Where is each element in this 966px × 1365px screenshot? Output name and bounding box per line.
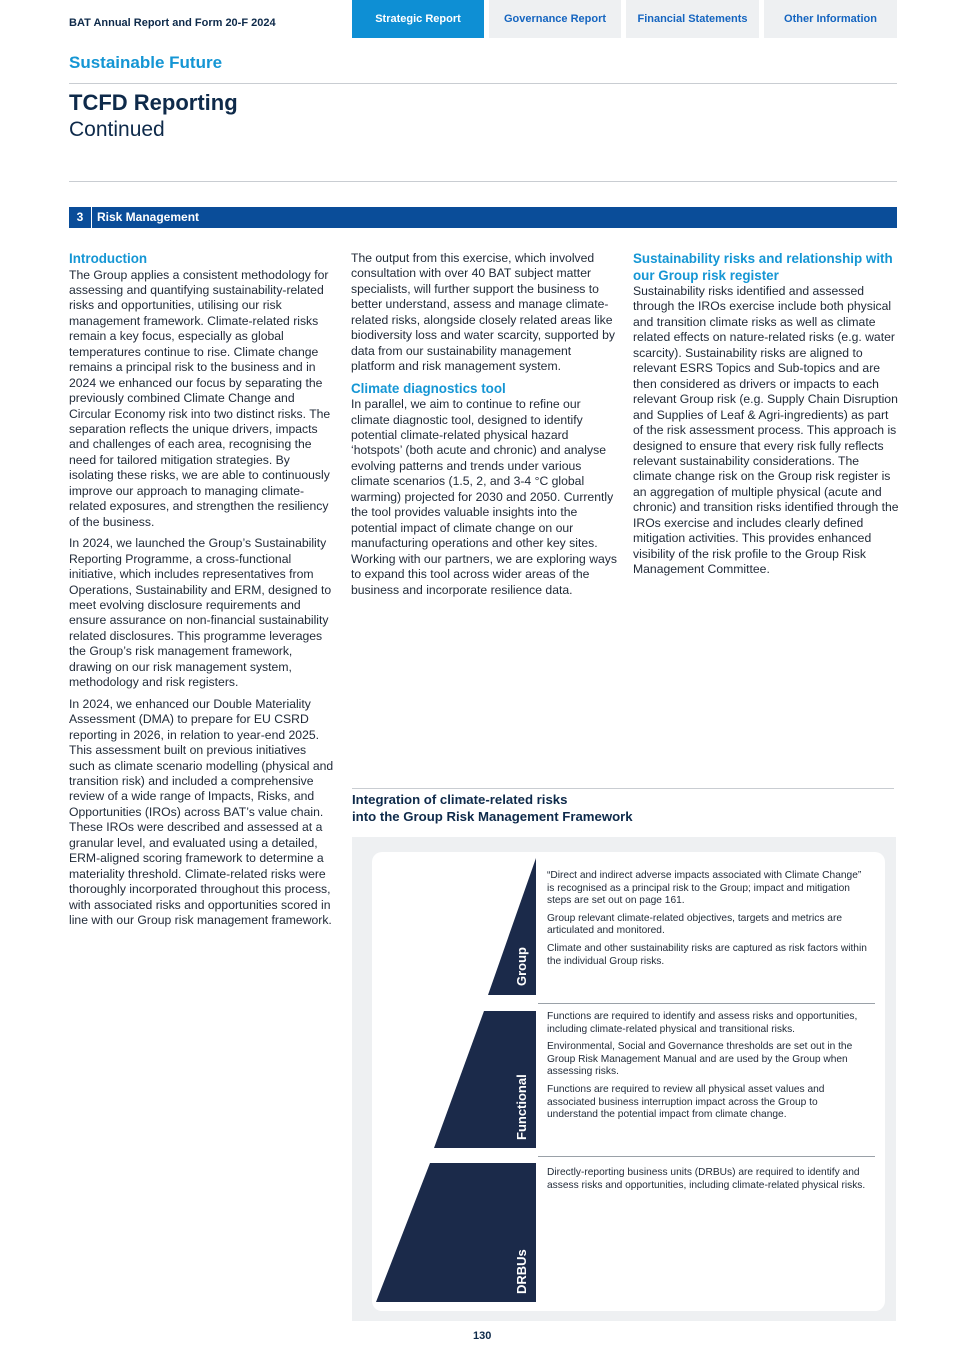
tier-item: Directly-reporting business units (DRBUs) are required to identify and assess risks and opportunities, including climate-related physical risks. xyxy=(547,1167,866,1191)
tier-item: “Direct and indirect adverse impacts associated with Climate Change” is recognised as a principal risk to the Group; impact and mitigation steps are set out on page 161. xyxy=(547,870,862,907)
document-title: BAT Annual Report and Form 20-F 2024 xyxy=(69,17,276,29)
heading-introduction: Introduction xyxy=(69,251,148,266)
pyramid-tier-drbus xyxy=(376,1163,536,1302)
tab-financial-statements[interactable]: Financial Statements xyxy=(626,0,759,38)
paragraph: In parallel, we aim to continue to refine our climate diagnostic tool, designed to identify potential climate-related physical hazard ‘hotspots’ (both acute and chronic) and analyse evolving patterns and trends under various climate scenarios (1.5, 2, and 3-4 °C global warming) projected for 2030 and 2050. Currently the tool provides valuable insights into the potential impact of climate change on our manufacturing operations and other key sites. Working with our partners, we are exploring ways to expand this tool across wider areas of the business and incorporate resilience data. xyxy=(351,397,617,597)
section-label: Sustainable Future xyxy=(69,53,223,72)
tab-governance-report[interactable]: Governance Report xyxy=(489,0,621,38)
heading-sustainability-risks: Sustainability risks and relationship with our Group risk register xyxy=(633,251,893,283)
heading-climate-diagnostics: Climate diagnostics tool xyxy=(351,380,506,396)
page-subtitle: Continued xyxy=(69,118,165,141)
paragraph: Sustainability risks identified and assessed through the IROs exercise include both physical and transition climate risks as well as climate related effects on nature-related risks (e.g. water scarcity). Sustainability risks are aligned to relevant ESRS Topics and Sub-topics and are then considered as drivers or impacts to each relevant Group risk (e.g. Supply Chain Disruption and Supplies of Leaf & Agri-ingredients) as part of the risk assessment process. This approach is designed to ensure that every risk fully reflects relevant sustainability considerations. The climate change risk on the Group risk register is an aggregation of multiple physical (acute and chronic) and transition risks identified through the IROs exercise and includes clearly defined mitigation activities. This provides enhanced visibility of the risk profile to the Group Risk Management Committee. xyxy=(633,284,899,577)
tab-other-information[interactable]: Other Information xyxy=(764,0,897,38)
page-title: TCFD Reporting xyxy=(69,90,238,115)
tier-label-drbus: DRBUs xyxy=(514,1249,529,1294)
tier-divider xyxy=(538,1003,875,1004)
tier-item: Group relevant climate-related objectives, targets and metrics are articulated and monitored. xyxy=(547,912,843,937)
band-number: 3 xyxy=(69,207,92,228)
paragraph: The Group applies a consistent methodology for assessing and quantifying sustainability-related risks and opportunities, utilising our risk management framework. Climate-related risks remain a key focus, especially as global temperatures continue to rise. Climate change remains a principal risk to the business and in 2024 we enhanced our focus by separating the previously combined Climate Change and Circular Economy risk into two distinct risks. The separation reflects the unique drivers, impacts and challenges of each area, recognising the need for tailored mitigation strategies. By isolating these risks, we are able to continuously improve our approach to managing climate-related exposures, and strengthen the resiliency of the business. xyxy=(69,267,331,529)
tier-label-functional: Functional xyxy=(514,1074,529,1140)
paragraph: In 2024, we launched the Group’s Sustainability Reporting Programme, a cross-functional initiative, which includes representatives from Operations, Sustainability and ERM, designed to meet evolving disclosure requirements and ensure assurance on non-financial sustainability related disclosures. This programme leverages the Group’s risk management framework, drawing on our risk management system, methodology and risk registers. xyxy=(69,536,332,690)
band-label: Risk Management xyxy=(97,210,200,224)
tier-item: Climate and other sustainability risks are captured as risk factors within the individual Group risks. xyxy=(547,942,867,967)
paragraph: In 2024, we enhanced our Double Materiality Assessment (DMA) to prepare for EU CSRD reporting in 2026, in relation to year-end 2025. This assessment built on previous initiatives such as climate scenario modelling (physical and transition risk) and included a comprehensive review of a wide range of Impacts, Risks, and Opportunities (IROs) across BAT’s value chain. These IROs were described and assessed at a granular level, and evaluated using a detailed, ERM-aligned scoring framework to determine a materiality threshold. Climate-related risks were thoroughly incorporated throughout this process, with associated risks and opportunities scored in line with our Group risk management framework. xyxy=(69,696,334,928)
tier-item: Functions are required to identify and assess risks and opportunities, including climate-related physical and transitional risks. xyxy=(547,1011,858,1035)
tier-text-functional xyxy=(547,1011,867,1127)
figure-title-line: into the Group Risk Management Framework xyxy=(352,809,633,824)
tier-text-group xyxy=(547,870,867,973)
tier-text-drbus xyxy=(547,1167,867,1197)
tier-item: Environmental, Social and Governance thresholds are set out in the Group Risk Management Manual and are used by the Group when assessing risks. xyxy=(547,1041,853,1078)
figure-title-line: Integration of climate-related risks xyxy=(352,792,568,807)
tier-label-group: Group xyxy=(514,947,529,986)
tab-strategic-report[interactable]: Strategic Report xyxy=(352,0,484,38)
tier-divider xyxy=(538,1156,875,1157)
page-number: 130 xyxy=(473,1330,492,1342)
paragraph: The output from this exercise, which involved consultation with over 40 BAT subject matter specialists, will further support the business to better understand, assess and manage climate-related risks, alongside closely related areas like biodiversity loss and water scarcity, supported by data from our sustainability management platform and risk management system. xyxy=(351,251,615,374)
tier-item: Functions are required to review all physical asset values and associated business interruption impact across the Group to understand the potential impact from climate change. xyxy=(547,1083,825,1121)
